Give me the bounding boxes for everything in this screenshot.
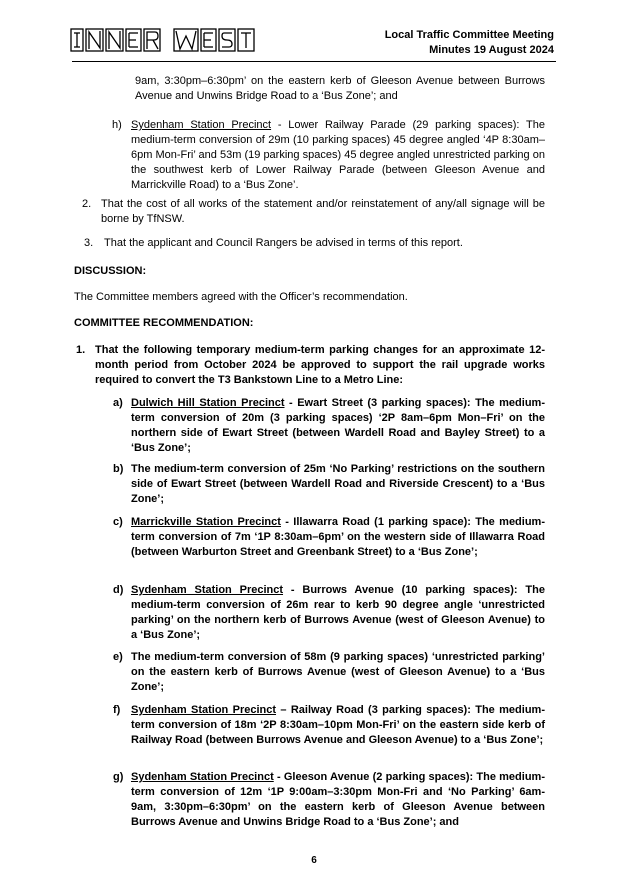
rec-a-precinct: Dulwich Hill Station Precinct [131, 397, 285, 409]
continued-item-text: 9am, 3:30pm–6:30pm’ on the eastern kerb of Gleeson Avenue between Burrows Avenue and Unwins Bridge Road to a ‘Bus Zone’; and [135, 75, 545, 102]
rec-1-marker: 1. [76, 344, 86, 356]
rec-c-marker: c) [113, 516, 123, 528]
rec-a-text: - Ewart Street (3 parking spaces): The medium-term conversion of 20m (3 parking spaces) ‘2P 8am–6pm Mon–Fri’ on the northern side of Ewart Street (between Wardell Road and Bayley Street) to a ‘Bus Zone’; [131, 397, 545, 454]
rec-d [131, 583, 545, 643]
rec-b-marker: b) [113, 463, 124, 475]
rec-g [131, 770, 545, 830]
item-2-marker: 2. [82, 198, 92, 210]
inner-west-logo [70, 27, 272, 53]
page-number: 6 [311, 855, 317, 866]
item-3-marker: 3. [84, 237, 94, 249]
item-h-precinct: Sydenham Station Precinct [131, 119, 272, 131]
recommendation-heading: COMMITTEE RECOMMENDATION: [74, 317, 254, 329]
rec-a-marker: a) [113, 397, 123, 409]
item-h [131, 118, 545, 193]
rec-g-marker: g) [113, 771, 124, 783]
rec-g-precinct: Sydenham Station Precinct [131, 771, 274, 783]
rec-d-text: - Burrows Avenue (10 parking spaces): The medium-term conversion of 26m rear to kerb 90 degree angle ‘unrestricted parking’ on the northern kerb of Burrows Avenue (west of Gleeson Avenue) to a ‘Bus Zone’; [131, 584, 545, 641]
rec-d-marker: d) [113, 584, 124, 596]
rec-b-text: The medium-term conversion of 25m ‘No Parking’ restrictions on the southern side of Ewart Street (between Wardell Road and Riverside Crescent) to a ‘Bus Zone’; [131, 463, 545, 505]
rec-c-precinct: Marrickville Station Precinct [131, 516, 281, 528]
item-2-text: That the cost of all works of the statement and/or reinstatement of any/all signage will be borne by TfNSW. [101, 198, 545, 225]
header-date: Minutes 19 August 2024 [429, 44, 554, 56]
item-h-marker: h) [112, 119, 122, 131]
item-h-text: - Lower Railway Parade (29 parking spaces): The medium-term conversion of 29m (10 parking spaces) 45 degree angled ‘4P 8:30am–6pm Mon-Fri’ and 53m (19 parking spaces) 45 degree angled unrestricted parking on the southwest kerb of Lower Railway Parade (between Gleeson Avenue and Marrickville Road) to a ‘Bus Zone’. [131, 119, 545, 191]
header-divider [72, 61, 556, 62]
rec-c [131, 515, 545, 560]
rec-e-marker: e) [113, 651, 123, 663]
rec-d-precinct: Sydenham Station Precinct [131, 584, 284, 596]
meeting-header [385, 28, 554, 58]
discussion-heading: DISCUSSION: [74, 265, 147, 277]
rec-f-marker: f) [113, 704, 121, 716]
rec-f [131, 703, 545, 748]
rec-f-precinct: Sydenham Station Precinct [131, 704, 277, 716]
item-3-text: That the applicant and Council Rangers be advised in terms of this report. [104, 237, 463, 249]
rec-1-text: That the following temporary medium-term parking changes for an approximate 12-month period from October 2024 be approved to support the rail upgrade works required to convert the T3 Bankstown Line to a Metro Line: [95, 344, 545, 386]
rec-a [131, 396, 545, 456]
rec-e-text: The medium-term conversion of 58m (9 parking spaces) ‘unrestricted parking’ on the eastern kerb of Burrows Avenue (west of Gleeson Avenue) to a ‘Bus Zone’; [131, 651, 545, 693]
discussion-text: The Committee members agreed with the Officer’s recommendation. [74, 291, 408, 303]
rec-g-text: - Gleeson Avenue (2 parking spaces): The medium-term conversion of 12m ‘1P 9:00am–3:30pm Mon-Fri and ‘No Parking’ 6am-9am, 3:30pm–6:30pm’ on the eastern kerb of Gleeson Avenue between Burrows Avenue and Unwins Bridge Road to a ‘Bus Zone’; and [131, 771, 545, 828]
rec-f-text: – Railway Road (3 parking spaces): The medium-term conversion of 18m ‘2P 8:30am–10pm Mon-Fri’ on the eastern side kerb of Railway Road (between Burrows Avenue and Gleeson Avenue) to a ‘Bus Zone’; [131, 704, 545, 746]
header-title: Local Traffic Committee Meeting [384, 29, 554, 41]
rec-c-text: - Illawarra Road (1 parking space): The medium-term conversion of 7m ‘1P 8:30am–6pm’ on the western side of Illawarra Road (between Warburton Street and Greenbank Street) to a ‘Bus Zone’; [131, 516, 545, 558]
